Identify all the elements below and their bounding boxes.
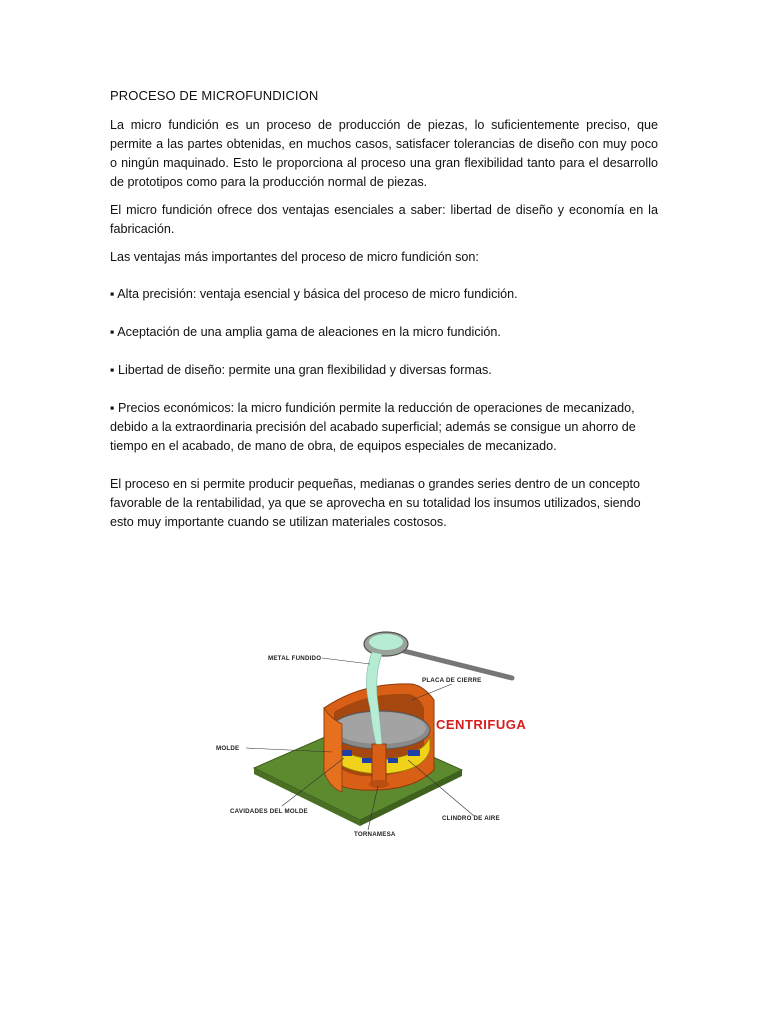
closing-paragraph: El proceso en si permite producir pequeñas, medianas o grandes series dentro de un concepto favorable de la rentabilidad, ya que se aprovecha en su totalidad los insumos utilizados, siendo esto muy importante cuando se utilizan materiales costosos. <box>110 477 641 529</box>
paragraph: Las ventajas más importantes del proceso de micro fundición son: <box>110 250 479 264</box>
bullet-item: ▪ Precios económicos: la micro fundición permite la reducción de operaciones de mecanizado, debido a la extraordinaria precisión del acabado superficial; además se consigue un ahorro de tiempo en el acabado, de mano de obra, de equipos especiales de mecanizado. <box>110 401 636 453</box>
document-title: PROCESO DE MICROFUNDICION <box>110 88 319 103</box>
label-tornamesa: TORNAMESA <box>354 831 396 838</box>
label-molde: MOLDE <box>216 745 240 752</box>
label-metal-fundido: METAL FUNDIDO <box>268 655 322 662</box>
label-cilindro-de-aire: CLINDRO DE AIRE <box>442 815 500 822</box>
centrifuga-heading: CENTRIFUGA <box>436 717 527 732</box>
centrifuge-diagram <box>212 620 542 845</box>
label-placa-de-cierre: PLACA DE CIERRE <box>422 677 482 684</box>
bullet-item: ▪ Alta precisión: ventaja esencial y básica del proceso de micro fundición. <box>110 287 518 301</box>
paragraph: El micro fundición ofrece dos ventajas esenciales a saber: libertad de diseño y economía en la fabricación. <box>110 203 658 236</box>
document-body <box>110 86 658 541</box>
paragraph: La micro fundición es un proceso de producción de piezas, lo suficientemente preciso, que permite a las partes obtenidas, en muchos casos, satisfacer tolerancias de diseño con muy poco o ningún maquinado. Esto le proporciona al proceso una gran flexibilidad tanto para el desarrollo de prototipos como para la producción normal de piezas. <box>110 118 658 189</box>
label-cavidades-del-molde: CAVIDADES DEL MOLDE <box>230 808 308 815</box>
bullet-item: ▪ Libertad de diseño: permite una gran flexibilidad y diversas formas. <box>110 363 492 377</box>
bullet-item: ▪ Aceptación de una amplia gama de aleaciones en la micro fundición. <box>110 325 501 339</box>
